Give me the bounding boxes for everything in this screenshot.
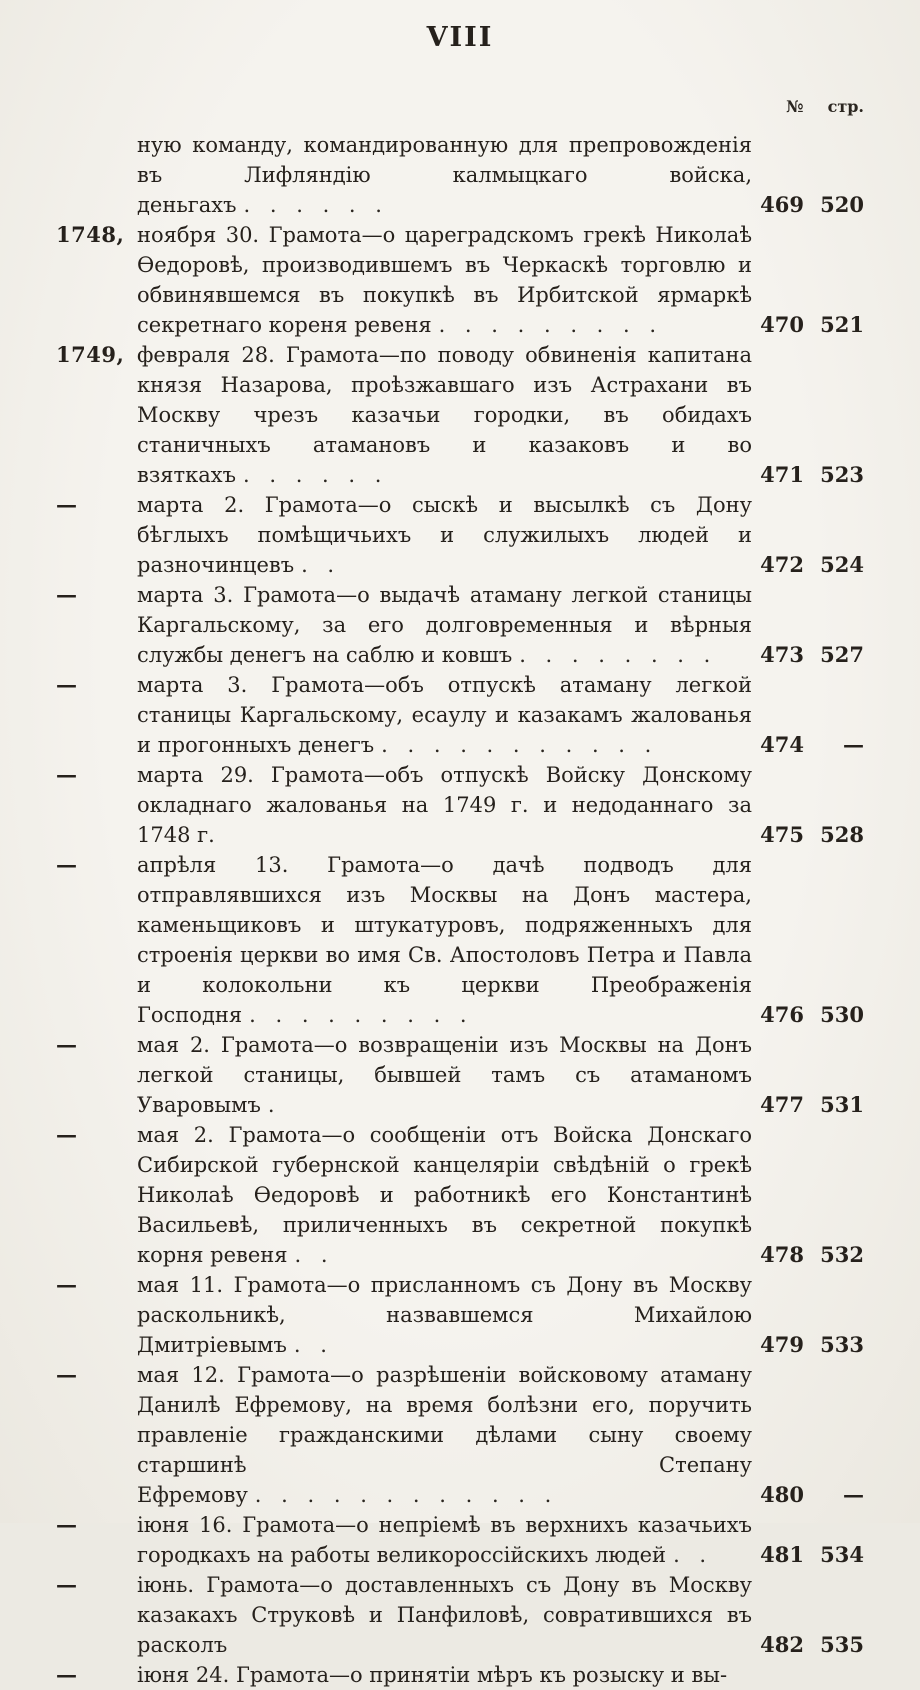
entry-body [137, 340, 752, 490]
entry-text: марта 3. Грамота—объ отпускѣ атаману легкой станицы Каргальскому, есаулу и казакамъ жалованья и прогонныхъ денегъ [137, 673, 752, 757]
entry-page: 533 [820, 1332, 864, 1357]
dot-leader: . . [673, 1543, 707, 1567]
entry-text: мая 2. Грамота—о возвращеніи изъ Москвы на Донъ легкой станицы, бывшей тамъ съ атаманомъ Уваровымъ [137, 1033, 752, 1117]
entry-body [137, 760, 752, 850]
entry-text: іюня 16. Грамота—о непріемѣ въ верхнихъ казачьихъ городкахъ на работы великороссійскихъ людей [137, 1513, 752, 1567]
entry-text: ноября 30. Грамота—о цареградскомъ грекѣ Николаѣ Ѳедоровѣ, производившемъ въ Черкаскѣ торговлю и обвинявшемся въ покупкѣ въ Ирбитской ярмаркѣ секретнаго кореня ревеня [137, 223, 752, 337]
page-column-header: стр. [827, 97, 864, 116]
entry-text: апрѣля 13. Грамота—о дачѣ подводъ для отправлявшихся изъ Москвы на Донъ мастера, каменьщиковъ и штукатуровъ, подряженныхъ для строенія церкви во имя Св. Апостоловъ Петра и Павла и колокольни къ церкви Преображенія Господня [137, 853, 752, 1027]
entry-number: 479 [760, 1332, 804, 1357]
entry-body [137, 1270, 752, 1360]
entry-page: 520 [820, 192, 864, 217]
number-column-header: № [786, 97, 804, 116]
entry-text: іюня 24. Грамота—о принятіи мѣръ къ розыску и вы- [137, 1663, 728, 1687]
toc-entry [0, 760, 920, 850]
entry-body [137, 1360, 752, 1510]
entry-text: февраля 28. Грамота—по поводу обвиненія капитана князя Назарова, проѣзжавшаго изъ Астрахани въ Москву чрезъ казачьи городки, въ обидахъ станичныхъ атамановъ и казаковъ и во взяткахъ [137, 343, 752, 487]
toc-entry [0, 490, 920, 580]
entry-page: — [843, 732, 864, 757]
entry-body [137, 220, 752, 340]
entry-body [137, 1120, 752, 1270]
entry-text: марта 3. Грамота—о выдачѣ атаману легкой станицы Каргальскому, за его долговременныя и вѣрныя службы денегъ на саблю и ковшъ [137, 583, 752, 667]
entry-page: 524 [820, 552, 864, 577]
toc-entry [0, 670, 920, 760]
entry-number: 477 [760, 1092, 804, 1117]
entry-body [137, 1030, 752, 1120]
entry-number: 469 [760, 192, 804, 217]
entry-number: 480 [760, 1482, 804, 1507]
entry-date: — [56, 582, 78, 607]
entry-page: 527 [820, 642, 864, 667]
entry-page: 532 [820, 1242, 864, 1267]
toc-entry [0, 130, 920, 220]
entry-date: — [56, 1032, 78, 1057]
entry-date: — [56, 492, 78, 517]
entry-text: мая 2. Грамота—о сообщеніи отъ Войска Донскаго Сибирской губернской канцеляріи свѣдѣній о грекѣ Николаѣ Ѳедоровѣ и работникѣ его Константинѣ Васильевѣ, приличенныхъ въ секретной покупкѣ корня ревеня [137, 1123, 752, 1267]
entry-date: — [56, 1272, 78, 1297]
entry-number: 476 [760, 1002, 804, 1027]
dot-leader: . . . . . . . . . [438, 313, 657, 337]
dot-leader: . . . . . . . . . . . [381, 733, 652, 757]
entry-text: мая 11. Грамота—о присланномъ съ Дону въ Москву раскольникѣ, назвавшемся Михайлою Дмитріевымъ [137, 1273, 752, 1357]
entry-text: ную команду, командированную для препровожденія въ Лифляндію калмыцкаго войска, деньгахъ [137, 133, 752, 217]
entry-page: 528 [820, 822, 864, 847]
entry-body [137, 580, 752, 670]
entry-text: марта 2. Грамота—о сыскѣ и высылкѣ съ Дону бѣглыхъ помѣщичьихъ и служилыхъ людей и разночинцевъ [137, 493, 752, 577]
toc-entry [0, 850, 920, 1030]
dot-leader: . . . . . . . . . [249, 1003, 467, 1027]
entry-date: 1749, [56, 342, 125, 367]
entry-number: 470 [760, 312, 804, 337]
entry-date: — [56, 1512, 78, 1537]
entry-number: 481 [760, 1542, 804, 1567]
entry-text: мая 12. Грамота—о разрѣшеніи войсковому атаману Данилѣ Ефремову, на время болѣзни его, поручить правленіе гражданскими дѣлами сыну своему старшинѣ Степану Ефремову [137, 1363, 752, 1507]
dot-leader: . [267, 1093, 275, 1117]
entry-number: 472 [760, 552, 804, 577]
toc-entry [0, 220, 920, 340]
entry-date: — [56, 1122, 78, 1147]
dot-leader: . . [294, 1243, 328, 1267]
toc-entry [0, 1360, 920, 1510]
entry-date: — [56, 762, 78, 787]
entry-page: 534 [820, 1542, 864, 1567]
entry-page: 531 [820, 1092, 864, 1117]
entry-number: 475 [760, 822, 804, 847]
entry-number: 473 [760, 642, 804, 667]
entry-date: — [56, 1662, 78, 1687]
entry-body [137, 1570, 752, 1660]
entry-text: марта 29. Грамота—объ отпускѣ Войску Донскому окладнаго жалованья на 1749 г. и недоданнаго за 1748 г. [137, 763, 752, 847]
entry-number: 478 [760, 1242, 804, 1267]
entry-body [137, 670, 752, 760]
entry-body [137, 1660, 752, 1690]
entry-date: — [56, 672, 78, 697]
entry-body [137, 1510, 752, 1570]
toc-entry [0, 580, 920, 670]
toc-entry [0, 1120, 920, 1270]
dot-leader: . . . . . . [243, 193, 382, 217]
dot-leader: . . . . . . [243, 463, 382, 487]
entry-page: — [843, 1482, 864, 1507]
entry-date: 1748, [56, 222, 125, 247]
entry-page: 521 [820, 312, 864, 337]
entry-date: — [56, 1362, 78, 1387]
dot-leader: . . . . . . . . . . . . [254, 1483, 552, 1507]
dot-leader: . . . . . . . . [519, 643, 711, 667]
entry-number: 471 [760, 462, 804, 487]
entry-date: — [56, 852, 78, 877]
entry-page: 535 [820, 1632, 864, 1657]
dot-leader: . . [301, 553, 335, 577]
entry-body [137, 130, 752, 220]
entry-page: 523 [820, 462, 864, 487]
entry-number: 482 [760, 1632, 804, 1657]
entry-text: іюнь. Грамота—о доставленныхъ съ Дону въ Москву казакахъ Струковѣ и Панфиловѣ, совратившихся въ расколъ [137, 1573, 752, 1657]
column-headers [786, 97, 864, 116]
toc-entry [0, 1270, 920, 1360]
page-number: VIII [426, 22, 494, 53]
entry-body [137, 490, 752, 580]
entry-body [137, 850, 752, 1030]
toc-entry [0, 1510, 920, 1570]
dot-leader: . . [293, 1333, 327, 1357]
toc-entry [0, 1030, 920, 1120]
entry-page: 530 [820, 1002, 864, 1027]
toc-entry [0, 1660, 920, 1690]
entry-date: — [56, 1572, 78, 1597]
toc-entry [0, 1570, 920, 1660]
toc-entries [0, 130, 920, 1690]
entry-number: 474 [760, 732, 804, 757]
toc-entry [0, 340, 920, 490]
